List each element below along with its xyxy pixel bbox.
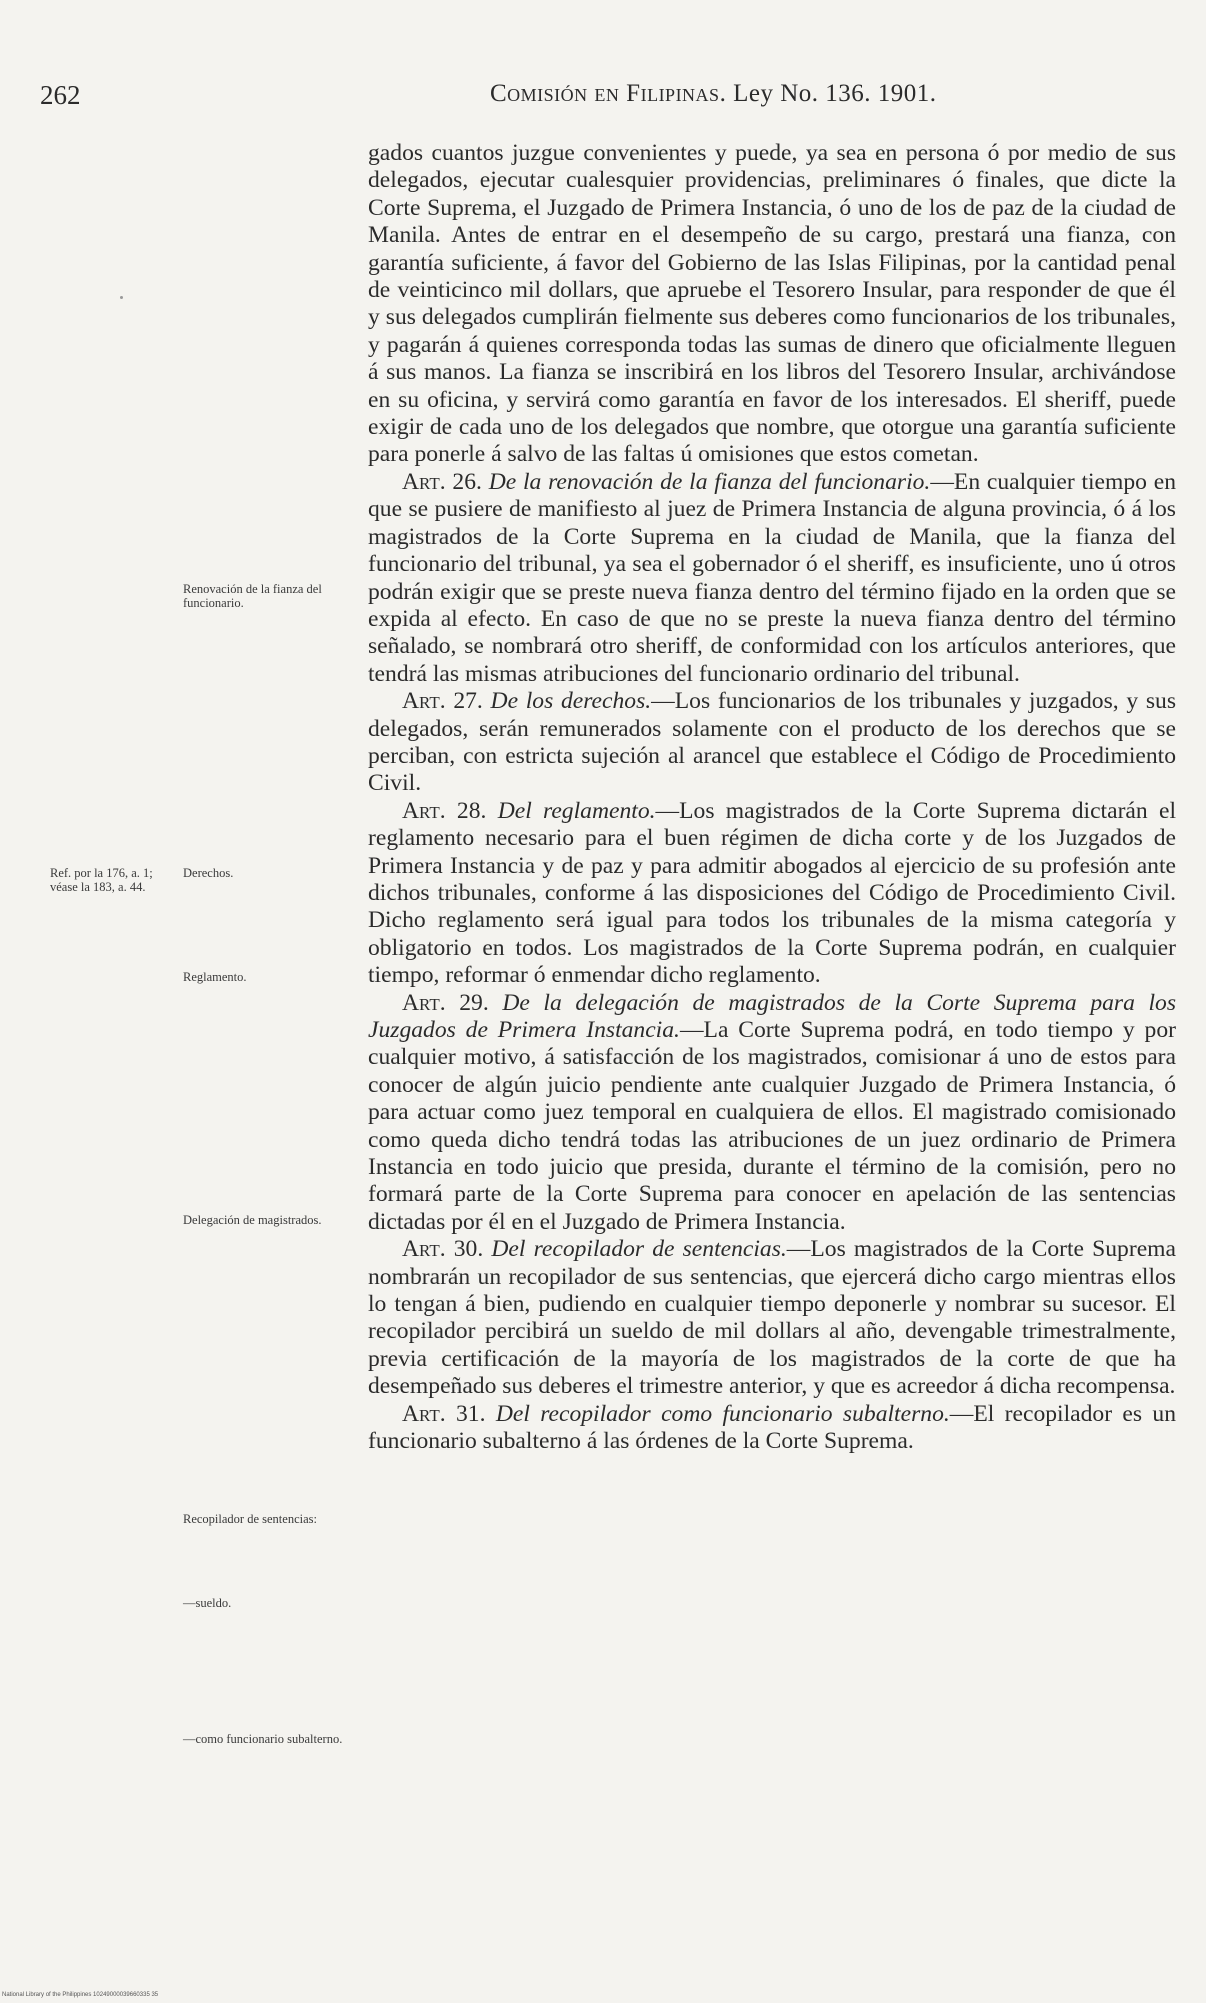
article-28: [368, 798, 1176, 990]
article-27: [368, 688, 1176, 798]
article-title: De la delegación de magistrados de la Corte Suprema para los Juzgados de Primera Instancia.: [368, 989, 1177, 1043]
article-number: Art. 27.: [402, 688, 483, 715]
margin-note-derechos: Derechos.: [183, 866, 234, 880]
article-number: Art. 26.: [402, 468, 482, 495]
page-header: [40, 80, 1180, 114]
body-text: [368, 140, 1176, 1456]
article-text: —Los magistrados de la Corte Suprema dictarán el reglamento necesario para el buen régimen de dicha corte y de los Juzgados de Primera Instancia y de paz y para admitir abogados al ejercicio de su profesión ante dichos tribunales, conforme á las disposiciones del Código de Procedimiento Civil. Dicho reglamento será igual para todos los tribunales de la misma categoría y obligatorio en todos. Los magistrados de la Corte Suprema podrán, en cualquier tiempo, reformar ó enmendar dicho reglamento.: [368, 797, 1176, 989]
article-number: Art. 29.: [402, 989, 489, 1016]
page-number: 262: [40, 80, 81, 110]
scan-footer: National Library of the Philippines 10249000039660335 35: [2, 1992, 159, 1998]
margin-note-funcionario: —como funcionario subalterno.: [183, 1732, 343, 1746]
running-head-title: Comisión en Filipinas.: [490, 80, 727, 107]
article-text: —El recopilador es un funcionario subalterno á las órdenes de la Corte Suprema.: [368, 1400, 1176, 1455]
article-title: Del reglamento.: [497, 797, 656, 824]
article-title: De los derechos.: [490, 688, 652, 715]
article-text: —En cualquier tiempo en que se pusiere de manifiesto al juez de Primera Instancia de alguna provincia, ó á los magistrados de la Corte Suprema en la ciudad de Manila, que la fianza del funcionario del tribunal, ya sea el gobernador ó el sheriff, es insuficiente, uno ú otros podrán exigir que se preste nueva fianza dentro del término fijado en la orden que se expida al efecto. En caso de que no se preste la nueva fianza dentro del término señalado, se nombrará otro sheriff, de conformidad con los artículos anteriores, que tendrá las mismas atribuciones del funcionario ordinario del tribunal.: [368, 468, 1177, 687]
margin-note-recopilador: Recopilador de sentencias:: [183, 1512, 317, 1526]
running-head: [490, 80, 937, 108]
margin-note-sueldo: —sueldo.: [183, 1596, 232, 1610]
speck-mark: [120, 296, 123, 299]
article-text: —La Corte Suprema podrá, en todo tiempo y por cualquier motivo, á satisfacción de los magistrados, comisionar á uno de estos para conocer de algún juicio pendiente ante cualquier Juzgado de Primera Instancia, ó para actuar como juez temporal en cualquiera de ellos. El magistrado comisionado como queda dicho tendrá todas las atribuciones de un juez ordinario de Primera Instancia en todo juicio que presida, durante el término de la comisión, pero no formará parte de la Corte Suprema para conocer en apelación de las sentencias dictadas por él en el Juzgado de Primera Instancia.: [368, 1017, 1176, 1235]
article-29: [368, 990, 1176, 1237]
margin-note-cross-reference: Ref. por la 176, a. 1; véase la 183, a. 44.: [50, 866, 153, 894]
article-text: —Los magistrados de la Corte Suprema nombrarán un recopilador de sus sentencias, que ejercerá dicho cargo mientras ellos lo tengan á bien, pudiendo en cualquier tiempo deponerle y nombrar su sucesor. El recopilador percibirá un sueldo de mil dollars al año, devengable trimestralmente, previa certificación de la mayoría de los magistrados de la corte de que ha desempeñado sus deberes el trimestre anterior, y que es acreedor á dicha recompensa.: [368, 1236, 1176, 1400]
running-head-law: Ley No. 136. 1901.: [733, 80, 937, 107]
article-30: [368, 1236, 1176, 1400]
article-number: Art. 31.: [402, 1400, 486, 1427]
article-text: —Los funcionarios de los tribunales y juzgados, y sus delegados, serán remunerados solamente con el producto de los derechos que se perciban, con estricta sujeción al arancel que establece el Código de Procedimiento Civil.: [368, 688, 1177, 797]
article-title: Del recopilador de sentencias.: [491, 1236, 787, 1263]
article-title: De la renovación de la fianza del funcionario.: [488, 468, 931, 495]
article-26: [368, 469, 1176, 688]
article-title: Del recopilador como funcionario subalterno.: [495, 1400, 950, 1427]
margin-note-delegacion: Delegación de magistrados.: [183, 1213, 322, 1227]
article-number: Art. 30.: [402, 1236, 484, 1263]
margin-note-renovacion: Renovación de la fianza del funcionario.: [183, 582, 322, 610]
article-number: Art. 28.: [402, 797, 487, 824]
margin-note-reglamento: Reglamento.: [183, 970, 247, 984]
continuation-paragraph: gados cuantos juzgue convenientes y puede, ya sea en persona ó por medio de sus delegados, ejecutar cualesquier providencias, preliminares ó finales, que dicte la Corte Suprema, el Juzgado de Primera Instancia, ó uno de los de paz de la ciudad de Manila. Antes de entrar en el desempeño de su cargo, prestará una fianza, con garantía suficiente, á favor del Gobierno de las Islas Filipinas, por la cantidad penal de veinticinco mil dollars, que apruebe el Tesorero Insular, para responder de que él y sus delegados cumplirán fielmente sus deberes como funcionarios de los tribunales, y pagarán á quienes corresponda todas las sumas de dinero que oficialmente lleguen á sus manos. La fianza se inscribirá en los libros del Tesorero Insular, archivándose en su oficina, y servirá como garantía en favor de los interesados. El sheriff, puede exigir de cada uno de los delegados que nombre, que otorgue una garantía suficiente para ponerle á salvo de las faltas ú omisiones que estos cometan.: [368, 140, 1176, 468]
article-31: [368, 1401, 1176, 1456]
